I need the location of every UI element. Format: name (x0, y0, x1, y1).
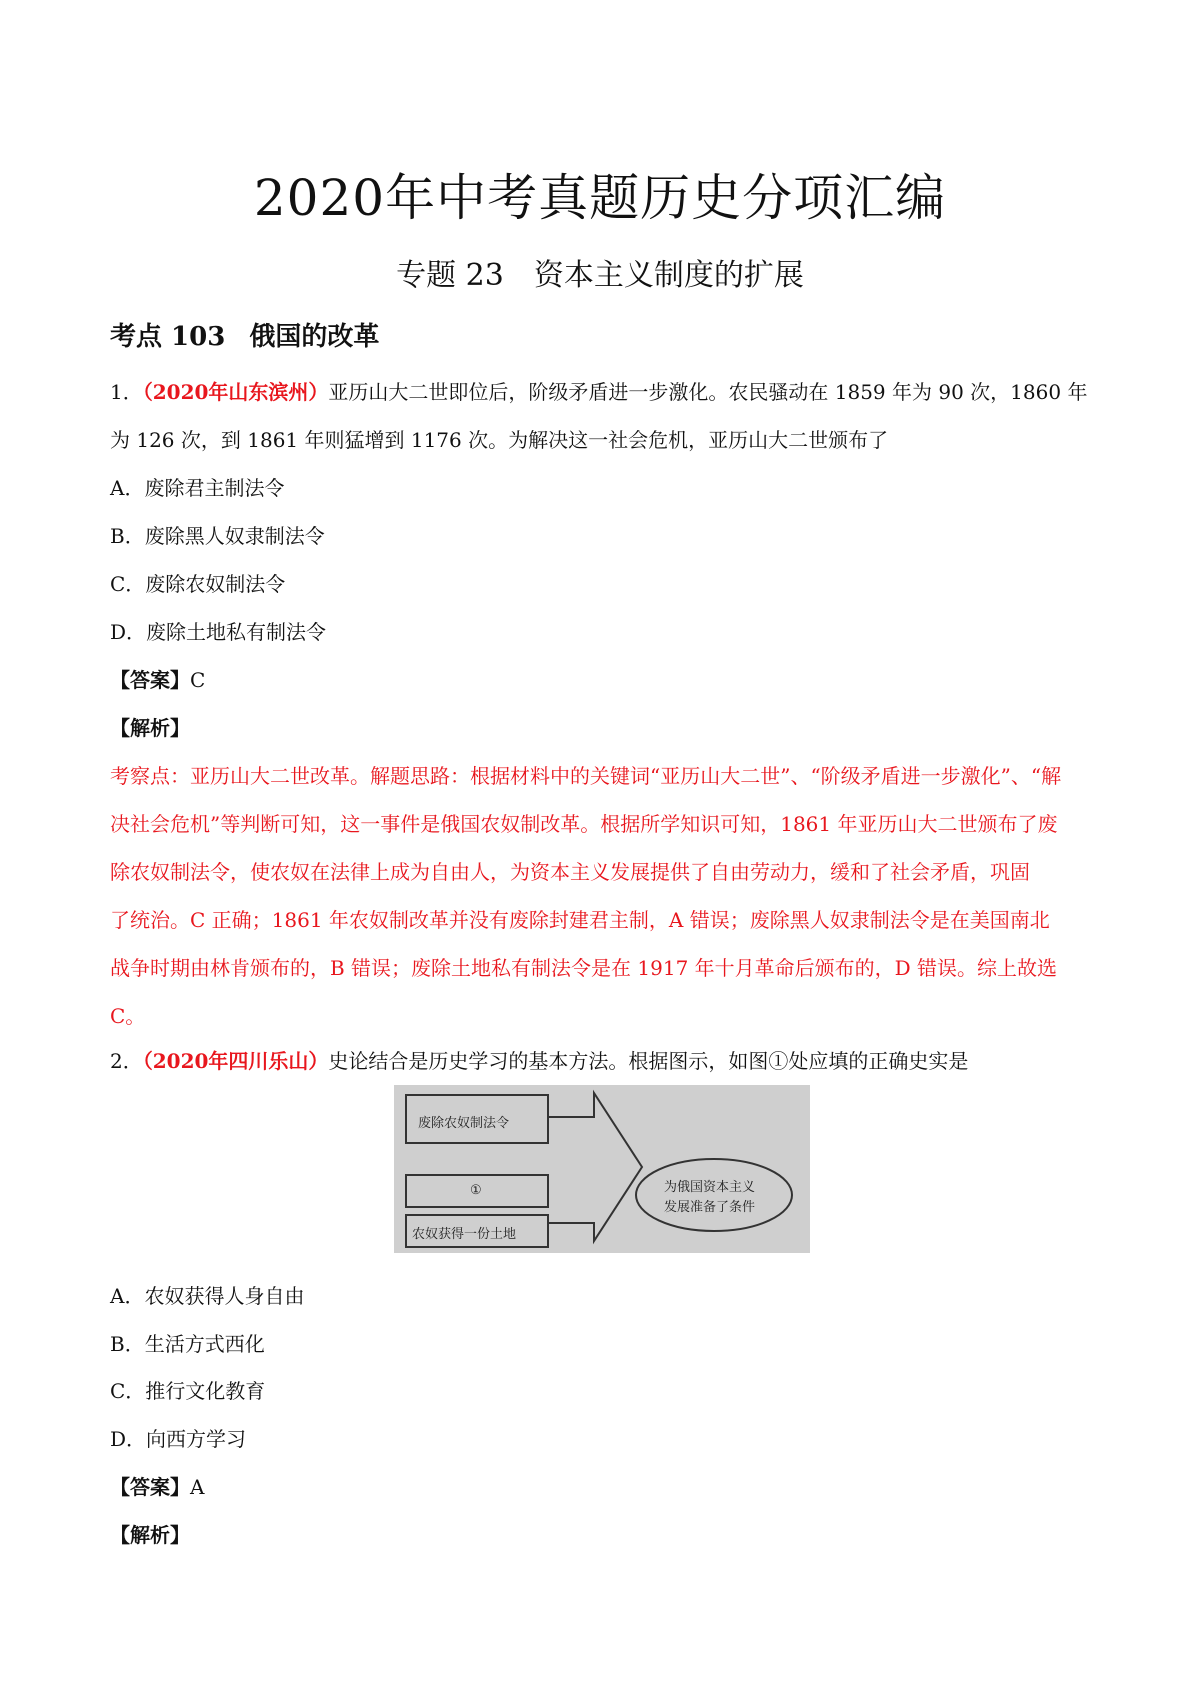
q2-source: （2020年四川乐山） (142, 1049, 329, 1073)
q1-answer-value: C (190, 668, 206, 692)
box-mid-text: ① (470, 1183, 482, 1198)
q1-analysis-line-2: 决社会危机”等判断可知，这一事件是俄国农奴制改革。根据所学知识可知，1861 年亚历山大二世颁布了废 (110, 812, 1058, 836)
q2-diagram (394, 1085, 810, 1253)
document-title: 2020年中考真题历史分项汇编 (253, 169, 947, 227)
q1-answer (110, 664, 205, 693)
q2-option-b: B．生活方式西化 (110, 1332, 265, 1356)
section-heading (110, 316, 379, 353)
q1-analysis-line-6: C。 (110, 1004, 146, 1028)
ellipse-frame (636, 1159, 792, 1231)
q1-analysis-label: 【解析】 (110, 716, 190, 740)
ellipse-text-1: 为俄国资本主义 (664, 1180, 756, 1195)
box-bottom-text: 农奴获得一份土地 (412, 1227, 517, 1242)
section-topic: 俄国的改革 (249, 322, 380, 352)
q1-number: 1． (110, 380, 143, 404)
q1-option-c: C．废除农奴制法令 (110, 572, 286, 596)
q2-option-a: A．农奴获得人身自由 (110, 1284, 305, 1308)
q2-answer (110, 1471, 204, 1500)
q1-stem-line-2: 为 126 次，到 1861 年则猛增到 1176 次。为解决这一社会危机，亚历山大二世颁布了 (110, 428, 889, 452)
q1-analysis-line-1: 考察点：亚历山大二世改革。解题思路：根据材料中的关键词“亚历山大二世”、“阶级矛盾进一步激化”、“解 (110, 764, 1062, 788)
q1-option-b: B．废除黑人奴隶制法令 (110, 524, 325, 548)
q2-analysis-label: 【解析】 (110, 1523, 190, 1547)
subtitle-topic: 资本主义制度的扩展 (533, 258, 804, 293)
q2-answer-value: A (190, 1475, 205, 1499)
box-top-text: 废除农奴制法令 (418, 1116, 510, 1131)
q2-answer-label: 【答案】 (110, 1475, 190, 1499)
q2-number: 2． (110, 1049, 143, 1073)
q1-source: （2020年山东滨州） (142, 380, 329, 404)
q1-option-d: D．废除土地私有制法令 (110, 620, 327, 644)
q1-stem-text-1: 亚历山大二世即位后，阶级矛盾进一步激化。农民骚动在 1859 年为 90 次，1860 年 (328, 380, 1088, 404)
subtitle-prefix: 专题 23 (396, 258, 504, 293)
q2-option-d: D．向西方学习 (110, 1427, 247, 1451)
q1-analysis-line-3: 除农奴制法令，使农奴在法律上成为自由人，为资本主义发展提供了自由劳动力，缓和了社会矛盾，巩固 (110, 860, 1030, 884)
ellipse-text-2: 发展准备了条件 (664, 1200, 756, 1215)
q2-stem-text: 史论结合是历史学习的基本方法。根据图示，如图①处应填的正确史实是 (328, 1049, 969, 1073)
arrow-shape (548, 1093, 642, 1241)
q2-stem (110, 1045, 968, 1074)
q1-stem-line-1 (110, 376, 1087, 405)
q1-analysis-line-5: 战争时期由林肯颁布的，B 错误；废除土地私有制法令是在 1917 年十月革命后颁布的，D 错误。综上故选 (110, 956, 1058, 980)
q1-analysis-line-4: 了统治。C 正确；1861 年农奴制改革并没有废除封建君主制，A 错误；废除黑人奴隶制法令是在美国南北 (110, 908, 1050, 932)
q2-option-c: C．推行文化教育 (110, 1379, 266, 1403)
q1-answer-label: 【答案】 (110, 668, 190, 692)
document-subtitle (0, 250, 1200, 294)
q1-option-a: A．废除君主制法令 (110, 476, 285, 500)
section-label: 考点 103 (110, 322, 226, 352)
